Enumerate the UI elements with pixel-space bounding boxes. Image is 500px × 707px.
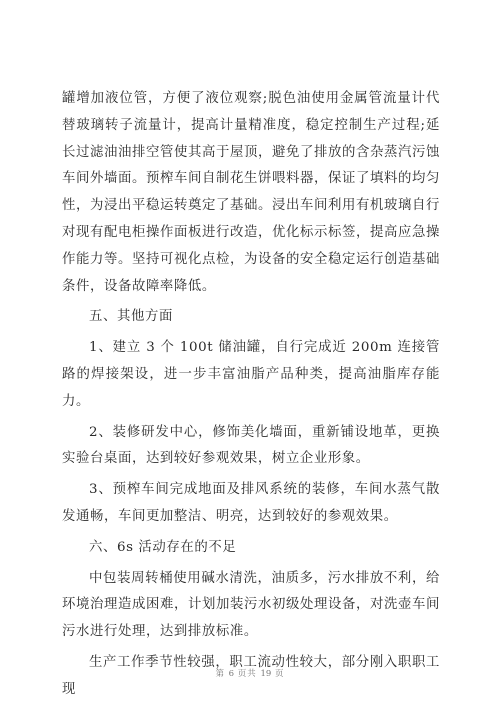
list-item-rd-center: 2、装修研发中心，修饰美化墙面，重新铺设地革，更换实验台桌面，达到较好参观效果，树立企业形象。 [62,424,440,467]
footer-middle: 页共 [237,669,257,679]
paragraph-wastewater: 中包装周转桶使用碱水清洗，油质多，污水排放不利，给环境治理造成困难，计划加装污水初级处理设备，对洗壶车间污水进行处理，达到排放标准。 [62,570,440,640]
footer-suffix: 页 [275,669,285,679]
body-text [62,86,440,704]
footer-prefix: 第 [215,669,225,679]
footer-total-pages: 19 [260,669,272,679]
paragraph-equipment-improvements: 罐增加液位管，方便了液位观察;脱色油使用金属管流量计代替玻璃转子流量计，提高计量精准度，稳定控制生产过程;延长过滤油油排空管使其高于屋顶，避免了排放的含杂蒸汽污蚀车间外墙面。预榨车间自制花生饼喂料器，保证了填料的均匀性，为浸出平稳运转奠定了基础。浸出车间利用有机玻璃自行对现有配电柜操作面板进行改造，优化标示标签，提高应急操作能力等。坚持可视化点检，为设备的安全稳定运行创造基础条件，设备故障率降低。 [62,91,440,294]
list-item-prepress-workshop: 3、预榨车间完成地面及排风系统的装修，车间水蒸气散发通畅，车间更加整洁、明亮，达到较好的参观效果。 [62,482,440,524]
page-number-footer [0,667,500,679]
footer-current-page: 6 [228,669,235,679]
list-item-oil-tanks: 1、建立 3 个 100t 储油罐，自行完成近 200m 连接管路的焊接架设，进一步丰富油脂产品种类，提高油脂库存能力。 [62,340,440,409]
section-heading-other-aspects: 五、其他方面 [89,309,173,325]
section-heading-6s-shortcomings: 六、6s 活动存在的不足 [89,539,237,555]
paragraph-seasonal-work: 生产工作季节性较强，职工流动性较大，部分刚入职职工现 [62,654,440,697]
